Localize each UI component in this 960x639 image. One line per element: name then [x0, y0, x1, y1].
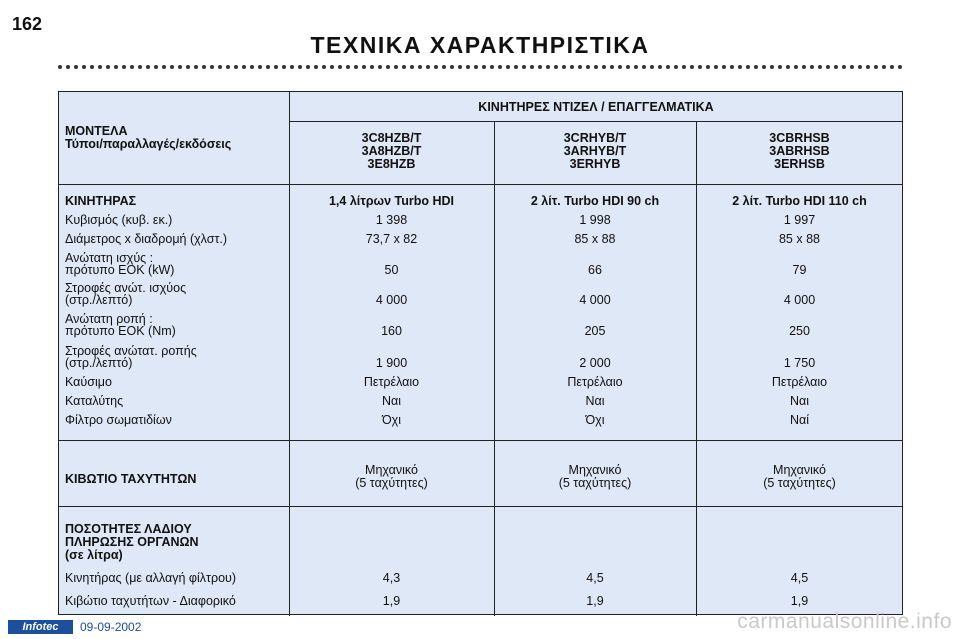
model-code: 3ERHSB: [774, 157, 825, 171]
oil-section-title: ΠΟΣΟΤΗΤΕΣ ΛΑΔΙΟΥ: [65, 522, 192, 536]
engine-name: 2 λίτ. Turbo HDI 110 ch: [732, 194, 867, 208]
spec-value: Πετρέλαιο: [363, 375, 420, 389]
spec-label: Καταλύτης: [65, 394, 124, 408]
oil-section-title: (σε λίτρα): [65, 548, 123, 562]
infotec-logo: Infotec: [8, 620, 73, 634]
engine-name: 2 λίτ. Turbo HDI 90 ch: [530, 194, 660, 208]
grid-line: [59, 184, 902, 185]
gearbox-value: (5 ταχύτητες): [355, 476, 428, 490]
model-code: 3ARHYB/T: [563, 144, 627, 158]
spec-value: 4,5: [790, 571, 809, 585]
spec-value: Ναι: [789, 394, 810, 408]
spec-value: 1 900: [375, 356, 408, 370]
grid-line: [289, 121, 902, 122]
spec-value: Όχι: [585, 413, 605, 427]
spec-table: [58, 91, 903, 615]
spec-label: Κιβώτιο ταχυτήτων - Διαφορικό: [65, 594, 236, 608]
gearbox-value: Μηχανικό: [365, 463, 418, 477]
spec-label: Κινητήρας (με αλλαγή φίλτρου): [65, 571, 237, 585]
dotted-rule: [58, 65, 903, 69]
model-code: 3CBRHSB: [769, 131, 830, 145]
spec-label: Φίλτρο σωματιδίων: [65, 413, 172, 427]
watermark: carmanualsonline.info: [737, 610, 952, 633]
types-label: Τύποι/παραλλαγές/εκδόσεις: [65, 137, 232, 151]
engine-section-title: ΚΙΝΗΤΗΡΑΣ: [65, 194, 137, 208]
spec-label: Ανώτατη ροπή :: [65, 312, 153, 326]
spec-value: 85 x 88: [574, 232, 616, 246]
spec-value: Πετρέλαιο: [771, 375, 828, 389]
spec-label: Στροφές ανώτατ. ροπής: [65, 344, 197, 358]
engine-name: 1,4 λίτρων Turbo HDI: [328, 194, 455, 208]
spec-label: Ανώτατη ισχύς :: [65, 251, 154, 265]
grid-line: [59, 506, 902, 507]
spec-value: 1,9: [790, 594, 809, 608]
spec-value: 4,3: [382, 571, 401, 585]
model-code: 3CRHYB/T: [563, 131, 627, 145]
gearbox-section-title: ΚΙΒΩΤΙΟ ΤΑΧΥΤΗΤΩΝ: [65, 472, 197, 486]
gearbox-value: Μηχανικό: [773, 463, 826, 477]
spec-value: 79: [792, 263, 807, 277]
spec-label: Κυβισμός (κυβ. εκ.): [65, 213, 173, 227]
spec-label: (στρ./λεπτό): [65, 356, 133, 370]
gearbox-value: Μηχανικό: [568, 463, 622, 477]
gearbox-value: (5 ταχύτητες): [558, 476, 632, 490]
spec-label: Καύσιμο: [65, 375, 112, 389]
page-title: ΤΕΧΝΙΚΑ ΧΑΡΑΚΤΗΡΙΣΤΙΚΑ: [310, 32, 650, 58]
spec-value: 1 750: [783, 356, 816, 370]
spec-value: 4 000: [579, 293, 611, 307]
spec-value: Ναι: [381, 394, 402, 408]
footer-date: 09-09-2002: [80, 620, 142, 634]
spec-label: (στρ./λεπτό): [65, 293, 133, 307]
model-code: 3A8HZB/T: [361, 144, 422, 158]
spec-value: 250: [789, 324, 810, 338]
spec-value: 4 000: [375, 293, 408, 307]
group-header: ΚΙΝΗΤΗΡΕΣ ΝΤΙΖΕΛ / ΕΠΑΓΓΕΛΜΑΤΙΚΑ: [478, 100, 714, 114]
spec-label: πρότυπο ΕΟΚ (kW): [65, 263, 175, 277]
gearbox-value: (5 ταχύτητες): [763, 476, 836, 490]
spec-value: Πετρέλαιο: [567, 375, 623, 389]
spec-value: 73,7 x 82: [365, 232, 418, 246]
spec-value: 4 000: [783, 293, 816, 307]
spec-value: 160: [381, 324, 402, 338]
spec-label: πρότυπο ΕΟΚ (Nm): [65, 324, 176, 338]
page-number: 162: [12, 14, 43, 34]
model-code: 3E8HZB: [367, 157, 416, 171]
model-code: 3C8HZB/T: [361, 131, 422, 145]
spec-value: Όχι: [381, 413, 402, 427]
oil-section-title: ΠΛΗΡΩΣΗΣ ΟΡΓΑΝΩΝ: [65, 535, 199, 549]
spec-value: Ναί: [789, 413, 810, 427]
spec-value: 66: [588, 263, 602, 277]
grid-line: [59, 440, 902, 441]
spec-value: 205: [584, 324, 606, 338]
model-code: 3ABRHSB: [769, 144, 830, 158]
spec-value: 4,5: [586, 571, 604, 585]
spec-label: Διάμετρος x διαδρομή (χλστ.): [65, 232, 228, 246]
spec-value: 85 x 88: [778, 232, 820, 246]
spec-value: 1,9: [382, 594, 401, 608]
model-code: 3ERHYB: [569, 157, 621, 171]
spec-value: 1,9: [586, 594, 604, 608]
spec-label: Στροφές ανώτ. ισχύος: [65, 281, 187, 295]
models-label: ΜΟΝΤΕΛΑ: [65, 124, 128, 138]
spec-value: 1 398: [375, 213, 408, 227]
spec-value: 2 000: [579, 356, 611, 370]
spec-value: 1 997: [783, 213, 816, 227]
spec-value: Ναι: [585, 394, 605, 408]
spec-value: 1 998: [579, 213, 611, 227]
spec-value: 50: [384, 263, 399, 277]
